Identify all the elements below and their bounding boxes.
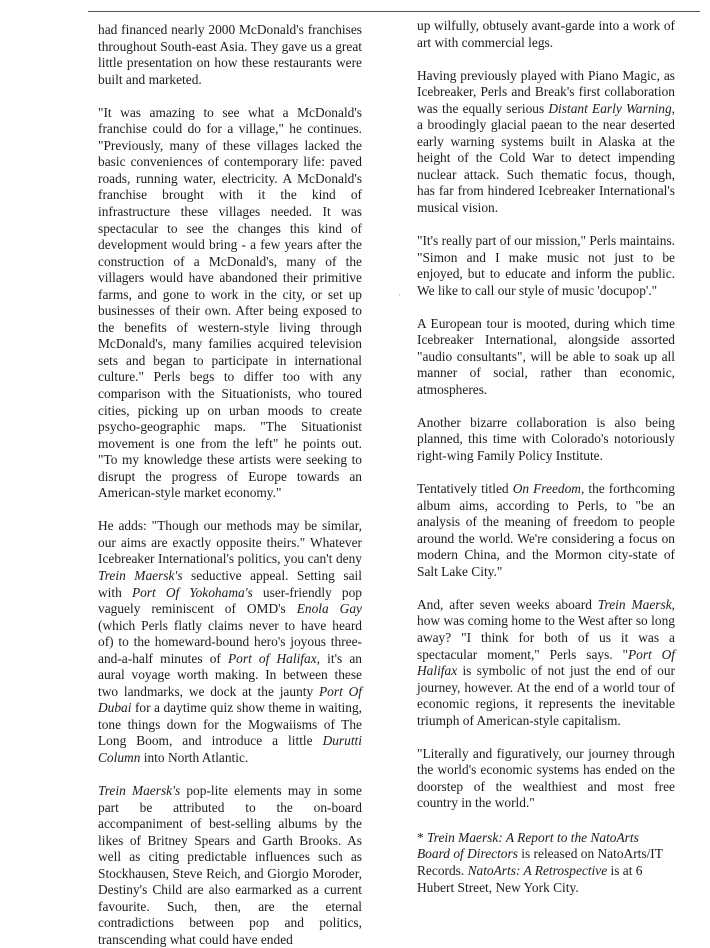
body-text: had financed nearly 2000 McDonald's franchises throughout South-east Asia. They gave us a great little presentation on how these restaurants were built and marketed.: [98, 22, 362, 87]
body-text: "It's really part of our mission," Perls maintains. "Simon and I make music not just to be enjoyed, but to educate and inform the public. We like to call our style of music 'docupop'.": [417, 233, 675, 298]
body-text: Tentatively titled: [417, 481, 513, 497]
italic-title-text: On Freedom: [512, 481, 581, 497]
article-paragraph: [417, 316, 675, 399]
body-text: is symbolic of not just the end of our journey, however. At the end of a world tour of economic regions, it represents the inevitable triumph of American-style capitalism.: [417, 663, 675, 728]
article-paragraph: [417, 746, 675, 812]
body-text: Another bizarre collaboration is also being planned, this time with Colorado's notoriously right-wing Family Policy Institute.: [417, 414, 675, 464]
body-text: seductive appeal. Setting sail with: [98, 567, 362, 600]
italic-title-text: Port Of Yokohama's: [131, 584, 253, 600]
body-text: user-friendly pop vaguely reminiscent of OMD's: [98, 584, 363, 617]
article-paragraph: [98, 105, 362, 502]
body-text: Having previously played with Piano Magic, as Icebreaker, Perls and Break's first collaboration was the equally serious: [417, 67, 675, 116]
body-text: *: [417, 829, 428, 845]
article-paragraph: [417, 18, 675, 51]
italic-title-text: Enola Gay: [296, 601, 362, 617]
article-paragraph: [98, 518, 362, 766]
body-text: is at 6 Hubert Street, New York City.: [417, 863, 643, 895]
italic-title-text: Distant Early Warning: [548, 100, 672, 116]
body-text: A European tour is mooted, during which time Icebreaker International, alongside assorted "audio consultants", will be able to soak up all manner of social, rather than economic, atmospheres.: [417, 315, 675, 397]
body-text: pop-lite elements may in some part be attributed to the on-board accompaniment of best-selling albums by the likes of Britney Spears and Garth Brooks. As well as citing predictable influences such as Stockhausen, Steve Reich, and Giorgio Moroder, Destiny's Child are also earmarked as a current favourite. Such, then, are the eternal contradictions between pop and politics, transcending what could have ended: [98, 783, 362, 947]
article-paragraph: [417, 415, 675, 465]
body-text: He adds: "Though our methods may be similar, our aims are exactly opposite theirs." Whatever Icebreaker International's politics, you can't deny: [98, 518, 362, 567]
italic-title-text: Port Of Dubai: [98, 683, 362, 716]
scan-speck: ·: [398, 291, 401, 300]
italic-title-text: Port Of Halifax: [417, 646, 675, 679]
top-rule: [88, 11, 700, 12]
right-column: [417, 18, 675, 913]
body-text: (which Perls flatly claims never to have heard of) to the homeward-bound hero's joyous three-and-a-half minutes of: [98, 617, 362, 666]
body-text: up wilfully, obtusely avant-garde into a work of art with commercial legs.: [417, 18, 675, 50]
body-text: , the forthcoming album aims, according to Perls, to "be an analysis of the meaning of freedom to people around the world. We're considering a focus on modern China, and the Mormon city-state of Salt Lake City.": [417, 481, 675, 579]
body-text: "Literally and figuratively, our journey through the world's economic systems has ended on the doorstep of the wealthiest and most free country in the world.": [417, 745, 675, 811]
italic-title-text: Trein Maersk's: [98, 783, 181, 799]
footnote-paragraph: [417, 830, 675, 896]
body-text: And, after seven weeks aboard: [417, 596, 598, 612]
body-text: into North Atlantic.: [140, 749, 249, 765]
body-text: is released on NatoArts/IT Records.: [417, 846, 663, 879]
body-text: "It was amazing to see what a McDonald's franchise could do for a village," he continues. "Previously, many of these villages lacked the basic conveniences of contemporary life: paved roads, running water, electricity. A McDonald's franchise brought with it the kind of infrastructure these villages needed. It was spectacular to see the changes this kind of development would bring - a few years after the construction of a McDonald's, many of the villagers would have abandoned their primitive farms, and gone to work in the city, or set up businesses of their own. After being exposed to the benefits of western-style living through McDonald's, many families acquired television sets and began to participate in international culture." Perls begs to differ too with any comparison with the Situationists, who toured cities, picking up on urban moods to create psycho-geographic maps. "The Situationist movement is one from the left" he points out. "To my knowledge these artists were seeking to disrupt the progress of Europe towards an American-style market economy.": [98, 104, 362, 501]
italic-title-text: Port of Halifax: [227, 650, 317, 666]
body-text: , how was coming home to the West after so long away? "I think for both of us it was a spectacular moment," Perls says. ": [417, 596, 675, 662]
article-paragraph: [417, 481, 675, 580]
italic-title-text: Trein Maersk: A Report to the NatoArts Board of Directors: [417, 829, 639, 862]
article-paragraph: [417, 68, 675, 217]
left-column: [98, 22, 362, 948]
italic-title-text: Durutti Column: [98, 733, 362, 765]
body-text: , it's an aural voyage worth making. In between these two landmarks, we dock at the jaunty: [98, 650, 362, 699]
article-paragraph: [417, 233, 675, 299]
article-paragraph: [98, 22, 362, 88]
body-text: , a broodingly glacial paean to the near deserted early warning systems built in Alaska at the height of the Cold War to detect impending nuclear attack. Such thematic focus, though, has far from hindered Icebreaker International's musical vision.: [417, 100, 675, 215]
italic-title-text: Trein Maersk: [597, 596, 672, 612]
article-paragraph: [417, 597, 675, 729]
article-paragraph: [98, 783, 362, 948]
italic-title-text: Trein Maersk's: [98, 567, 183, 583]
body-text: for a daytime quiz show theme in waiting, tone things down for the Mogwaiisms of The Long Boom, and introduce a little: [98, 700, 362, 749]
italic-title-text: NatoArts: A Retrospective: [467, 863, 608, 879]
